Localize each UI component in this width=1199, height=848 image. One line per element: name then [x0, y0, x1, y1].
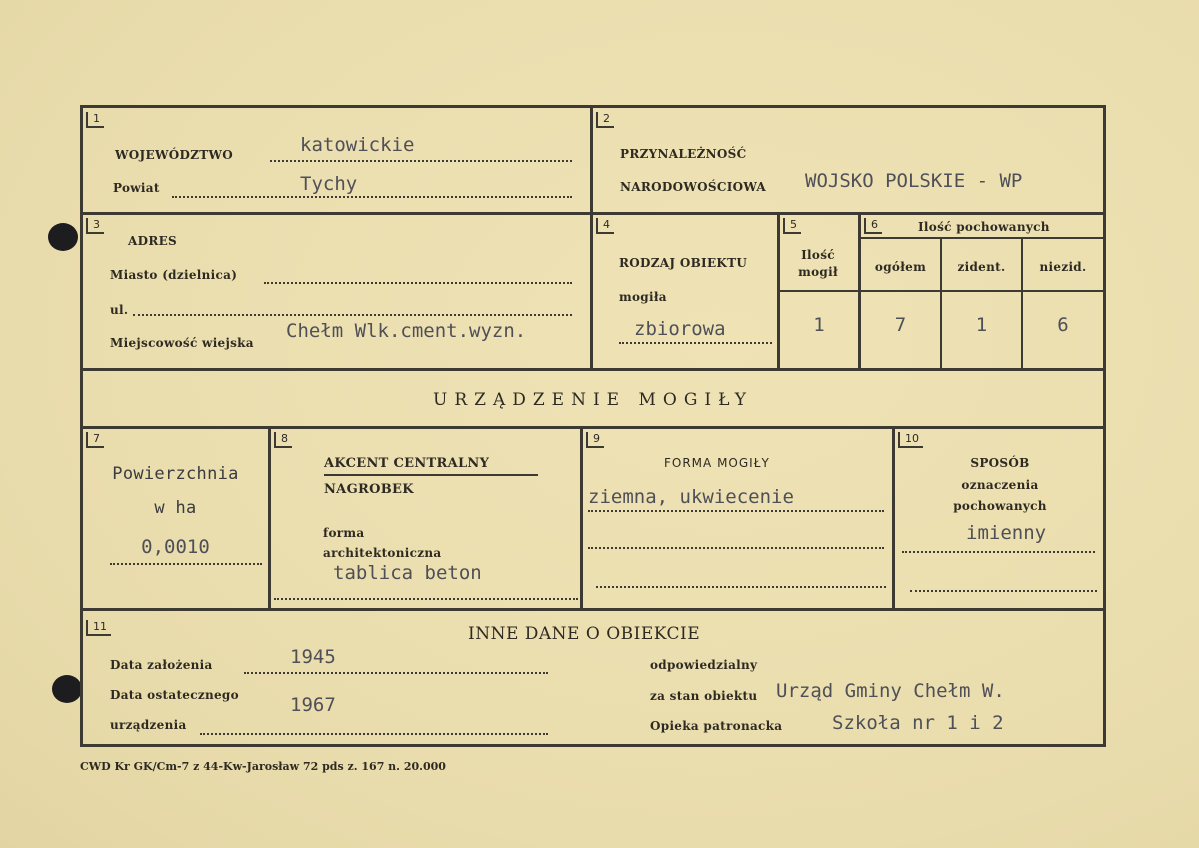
dotted-line	[244, 672, 548, 674]
section-number: 9	[586, 432, 604, 448]
data-ostatecznego-value: 1967	[290, 694, 336, 716]
nagrobek-label: NAGROBEK	[324, 482, 414, 497]
powiat-value: Tychy	[300, 173, 358, 195]
col-divider	[1021, 238, 1023, 369]
przynaleznosc-value: WOJSKO POLSKIE - WP	[805, 170, 1023, 192]
section-number: 3	[86, 218, 104, 234]
dotted-line	[619, 342, 772, 344]
zident-label: zident.	[957, 260, 1006, 274]
przynaleznosc-label: PRZYNALEŻNOŚĆ	[620, 147, 747, 161]
wojewodztwo-value: katowickie	[300, 134, 415, 156]
row-divider	[777, 290, 1106, 292]
section-number: 11	[86, 620, 111, 636]
ul-label: ul.	[110, 303, 129, 317]
mogila-label: mogiła	[619, 290, 667, 304]
section-number: 4	[596, 218, 614, 234]
ilosc-mogil-value: 1	[813, 314, 825, 336]
adres-label: ADRES	[128, 234, 178, 248]
forma-mogily-label: FORMA MOGIŁY	[664, 456, 770, 470]
section-number: 1	[86, 112, 104, 128]
data-zalozenia-value: 1945	[290, 646, 336, 668]
ogolem-label: ogółem	[874, 260, 927, 274]
opieka-value: Szkoła nr 1 i 2	[832, 712, 1004, 734]
akcent-value: tablica beton	[333, 562, 482, 584]
row-divider	[80, 212, 1106, 215]
urzadzenia-label: urządzenia	[110, 718, 187, 732]
oznaczenia-label: oznaczenia	[961, 478, 1039, 492]
powierzchnia-value: 0,0010	[141, 536, 210, 558]
rodzaj-obiektu-label: RODZAJ OBIEKTU	[619, 256, 748, 270]
print-footer: CWD Kr GK/Cm-7 z 44-Kw-Jarosław 72 pds z. 167 n. 20.000	[80, 760, 446, 773]
za-stan-obiektu-label: za stan obiektu	[650, 689, 758, 703]
odpowiedzialny-value: Urząd Gminy Chełm W.	[776, 680, 1005, 702]
punch-hole	[48, 223, 78, 251]
row-divider	[80, 426, 1106, 429]
rodzaj-obiektu-value: zbiorowa	[634, 318, 726, 340]
col-divider	[940, 238, 942, 369]
architektoniczna-label: architektoniczna	[323, 546, 442, 560]
forma-mogily-value: ziemna, ukwiecenie	[588, 486, 794, 508]
data-ostatecznego-label: Data ostatecznego	[110, 688, 239, 702]
zident-value: 1	[975, 314, 988, 336]
section-number: 6	[864, 218, 882, 234]
sposob-label: SPOSÓB	[970, 456, 1030, 470]
section-number: 5	[783, 218, 801, 234]
section-number: 10	[898, 432, 923, 448]
ilosc-pochowanych-label: Ilość pochowanych	[918, 220, 1050, 234]
dotted-line	[200, 733, 548, 735]
narodowosciowa-label: NARODOWOŚCIOWA	[620, 180, 766, 194]
dotted-line	[910, 590, 1097, 592]
section-number: 2	[596, 112, 614, 128]
ilosc-mogil-label-1: Ilość	[801, 248, 835, 262]
dotted-line	[902, 551, 1095, 553]
powierzchnia-label: Powierzchnia	[112, 464, 239, 484]
dotted-line	[588, 547, 884, 549]
opieka-label: Opieka patronacka	[650, 719, 783, 733]
row-divider	[80, 608, 1106, 611]
dotted-line	[270, 160, 572, 162]
urzadzenie-mogily-title: URZĄDZENIE MOGIŁY	[433, 390, 753, 410]
col-divider	[580, 426, 583, 609]
wojewodztwo-label: WOJEWÓDZTWO	[115, 148, 234, 162]
dotted-line	[172, 196, 572, 198]
dotted-line	[133, 314, 572, 316]
miasto-label: Miasto (dzielnica)	[110, 268, 238, 282]
powiat-label: Powiat	[113, 181, 160, 195]
col-divider	[590, 105, 593, 369]
odpowiedzialny-label: odpowiedzialny	[650, 658, 758, 672]
niezid-label: niezid.	[1039, 260, 1087, 274]
miejscowosc-label: Miejscowość wiejska	[110, 336, 254, 350]
miejscowosc-value: Chełm Wlk.cment.wyzn.	[286, 320, 527, 342]
row-divider	[858, 237, 1106, 239]
dotted-line	[588, 510, 884, 512]
dotted-line	[264, 282, 572, 284]
w-ha-label: w ha	[154, 498, 197, 518]
pochowanych-label: pochowanych	[953, 499, 1047, 513]
akcent-centralny-label: AKCENT CENTRALNY	[324, 456, 490, 471]
col-divider	[268, 426, 271, 609]
forma-label: forma	[323, 526, 365, 540]
sposob-value: imienny	[966, 522, 1047, 544]
dotted-line	[110, 563, 262, 565]
row-divider	[80, 368, 1106, 371]
dotted-line	[596, 586, 886, 588]
section-number: 7	[86, 432, 104, 448]
underline	[324, 474, 538, 476]
ogolem-value: 7	[894, 314, 907, 336]
inne-dane-title: INNE DANE O OBIEKCIE	[468, 624, 701, 644]
ilosc-mogil-label-2: mogił	[798, 265, 838, 279]
punch-hole	[52, 675, 82, 703]
data-zalozenia-label: Data założenia	[110, 658, 213, 672]
niezid-value: 6	[1057, 314, 1069, 336]
col-divider	[892, 426, 895, 609]
dotted-line	[274, 598, 578, 600]
section-number: 8	[274, 432, 292, 448]
